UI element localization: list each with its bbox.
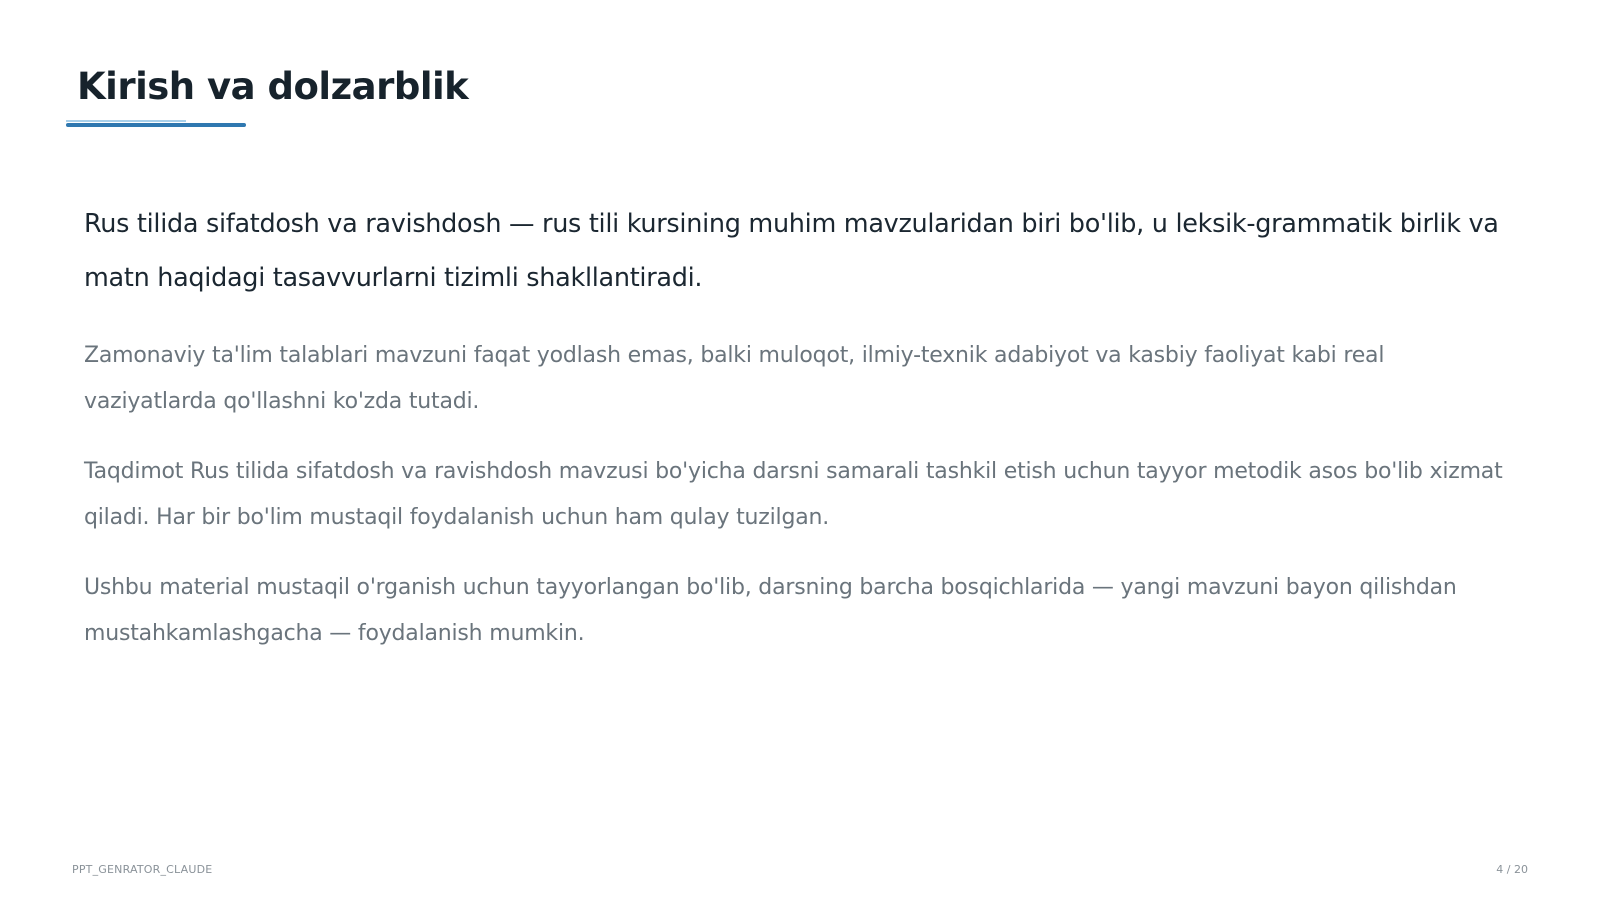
body-paragraph-1: Zamonaviy ta'lim talablari mavzuni faqat yodlash emas, balki muloqot, ilmiy-texnik adabiyot va kasbiy faoliyat kabi real vaziyatlarda qo'llashni ko'zda tutadi. (84, 343, 1385, 414)
lead-paragraph: Rus tilida sifatdosh va ravishdosh — rus tili kursining muhim mavzularidan biri bo'lib, u leksik-grammatik birlik va matn haqidagi tasavvurlarni tizimli shakllantiradi. (84, 209, 1499, 293)
page-number: 4 / 20 (1496, 863, 1528, 876)
slide-body (84, 197, 1514, 681)
title-underline-accent (66, 120, 186, 122)
body-paragraph-2: Taqdimot Rus tilida sifatdosh va ravishdosh mavzusi bo'yicha darsni samarali tashkil etish uchun tayyor metodik asos bo'lib xizmat qiladi. Har bir bo'lim mustaqil foydalanish uchun ham qulay tuzilgan. (84, 459, 1503, 530)
body-paragraph-3: Ushbu material mustaqil o'rganish uchun tayyorlangan bo'lib, darsning barcha bosqichlarida — yangi mavzuni bayon qilishdan mustahkamlashgacha — foydalanish mumkin. (84, 575, 1457, 646)
slide-title: Kirish va dolzarblik (77, 65, 469, 108)
footer-brand: PPT_GENRATOR_CLAUDE (72, 863, 213, 876)
title-underline (66, 123, 246, 127)
